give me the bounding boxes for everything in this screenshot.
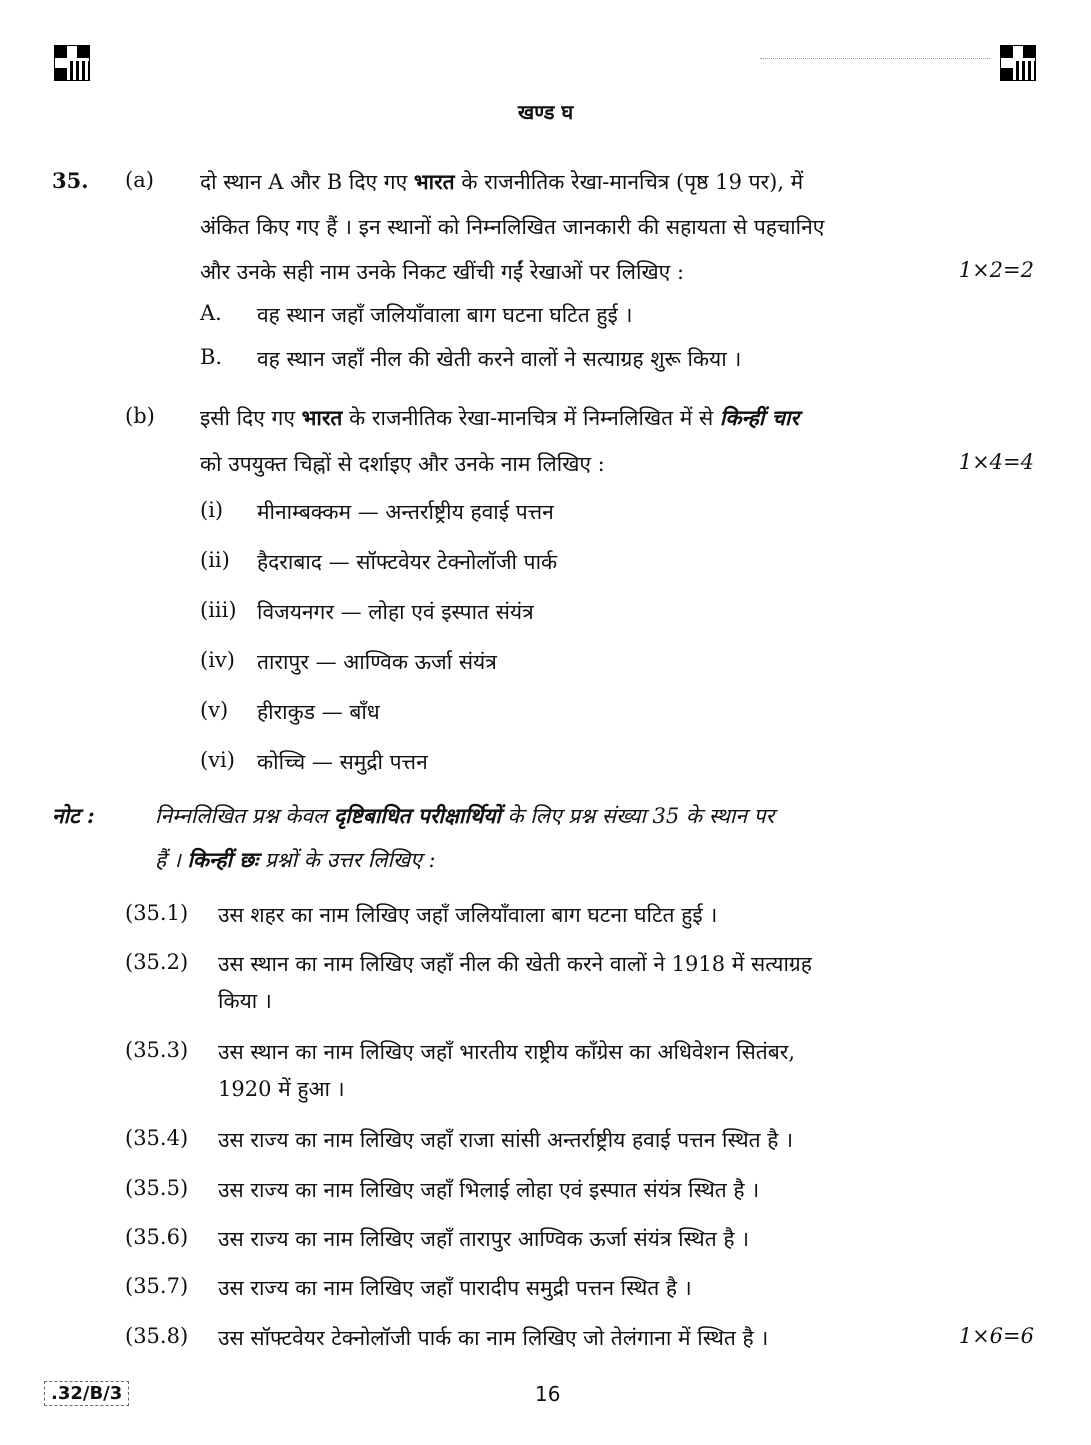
part-b-item-text: तारापुर — आण्विक ऊर्जा संयंत्र [257, 650, 497, 674]
note-label: नोट : [52, 803, 95, 828]
subquestions-marks: 1×6=6 [958, 1324, 1034, 1348]
part-b-item-text: विजयनगर — लोहा एवं इस्पात संयंत्र [257, 600, 534, 624]
part-a-item-text: वह स्थान जहाँ जलियाँवाला बाग घटना घटित हुई । [257, 303, 633, 327]
part-b-marks: 1×4=4 [958, 450, 1034, 474]
part-b-item-label: (iv) [200, 648, 235, 672]
subquestion-text: उस राज्य का नाम लिखिए जहाँ राजा सांसी अन्तर्राष्ट्रीय हवाई पत्तन स्थित है । [218, 1128, 794, 1152]
question-number: 35. [52, 168, 89, 193]
subquestion-label: (35.6) [125, 1225, 189, 1249]
part-b-item-label: (vi) [200, 748, 235, 772]
part-a-item-label: B. [200, 345, 223, 369]
subquestion-text: उस सॉफ्टवेयर टेक्नोलॉजी पार्क का नाम लिखिए जो तेलंगाना में स्थित है । [218, 1326, 769, 1350]
subquestion-text: उस राज्य का नाम लिखिए जहाँ भिलाई लोहा एवं इस्पात संयंत्र स्थित है । [218, 1178, 760, 1202]
subquestion-text: उस राज्य का नाम लिखिए जहाँ तारापुर आण्विक ऊर्जा संयंत्र स्थित है । [218, 1227, 750, 1251]
part-b-item-label: (v) [200, 698, 229, 722]
qr-code-icon-right [1001, 46, 1035, 80]
subquestion-text: उस स्थान का नाम लिखिए जहाँ भारतीय राष्ट्रीय काँग्रेस का अधिवेशन सितंबर, [218, 1040, 796, 1064]
subquestion-label: (35.5) [125, 1176, 189, 1200]
subquestion-label: (35.2) [125, 950, 189, 974]
part-b-line-1: इसी दिए गए भारत के राजनीतिक रेखा-मानचित्र में निम्नलिखित में से किन्हीं चार [200, 405, 800, 430]
subquestion-text: उस स्थान का नाम लिखिए जहाँ नील की खेती करने वालों ने 1918 में सत्याग्रह [218, 952, 812, 976]
subquestion-text: उस राज्य का नाम लिखिए जहाँ पारादीप समुद्री पत्तन स्थित है । [218, 1276, 692, 1300]
part-b-item-text: मीनाम्बक्कम — अन्तर्राष्ट्रीय हवाई पत्तन [257, 500, 554, 524]
part-a-item-text: वह स्थान जहाँ नील की खेती करने वालों ने सत्याग्रह शुरू किया । [257, 347, 742, 371]
part-a-item-label: A. [200, 301, 222, 325]
subquestion-label: (35.1) [125, 901, 189, 925]
part-a-line-1: दो स्थान A और B दिए गए भारत के राजनीतिक रेखा-मानचित्र (पृष्ठ 19 पर), में [200, 169, 804, 194]
header-hairline [760, 58, 990, 59]
note-line-2: हैं । किन्हीं छः प्रश्नों के उत्तर लिखिए : [155, 847, 436, 872]
subquestion-label: (35.4) [125, 1126, 189, 1150]
part-a-marks: 1×2=2 [958, 258, 1034, 282]
part-a-line-3: और उनके सही नाम उनके निकट खींची गईं रेखाओं पर लिखिए : [200, 260, 685, 284]
paper-code: .32/B/3 [44, 1381, 129, 1406]
subquestion-label: (35.7) [125, 1274, 189, 1298]
part-a-label: (a) [125, 168, 154, 192]
note-line-1: निम्नलिखित प्रश्न केवल दृष्टिबाधित परीक्षार्थियों के लिए प्रश्न संख्या 35 के स्थान पर [155, 803, 775, 828]
section-title: खण्ड घ [517, 100, 574, 124]
part-b-item-label: (ii) [200, 548, 230, 572]
subquestion-text: उस शहर का नाम लिखिए जहाँ जलियाँवाला बाग घटना घटित हुई । [218, 903, 718, 927]
part-b-item-text: हीराकुड — बाँध [257, 700, 380, 724]
part-b-item-label: (i) [200, 498, 224, 522]
part-b-item-text: हैदराबाद — सॉफ्टवेयर टेक्नोलॉजी पार्क [257, 550, 558, 574]
part-b-item-label: (iii) [200, 598, 237, 622]
part-b-label: (b) [125, 404, 155, 428]
part-b-line-2: को उपयुक्त चिह्नों से दर्शाइए और उनके नाम लिखिए : [200, 452, 605, 476]
part-a-line-2: अंकित किए गए हैं । इन स्थानों को निम्नलिखित जानकारी की सहायता से पहचानिए [200, 215, 825, 239]
subquestion-text-continued: किया । [218, 989, 272, 1013]
part-b-item-text: कोच्चि — समुद्री पत्तन [257, 750, 428, 774]
subquestion-text-continued: 1920 में हुआ । [218, 1077, 345, 1101]
subquestion-label: (35.3) [125, 1038, 189, 1062]
page-number: 16 [535, 1382, 561, 1406]
subquestion-label: (35.8) [125, 1324, 189, 1348]
qr-code-icon-left [55, 46, 89, 80]
